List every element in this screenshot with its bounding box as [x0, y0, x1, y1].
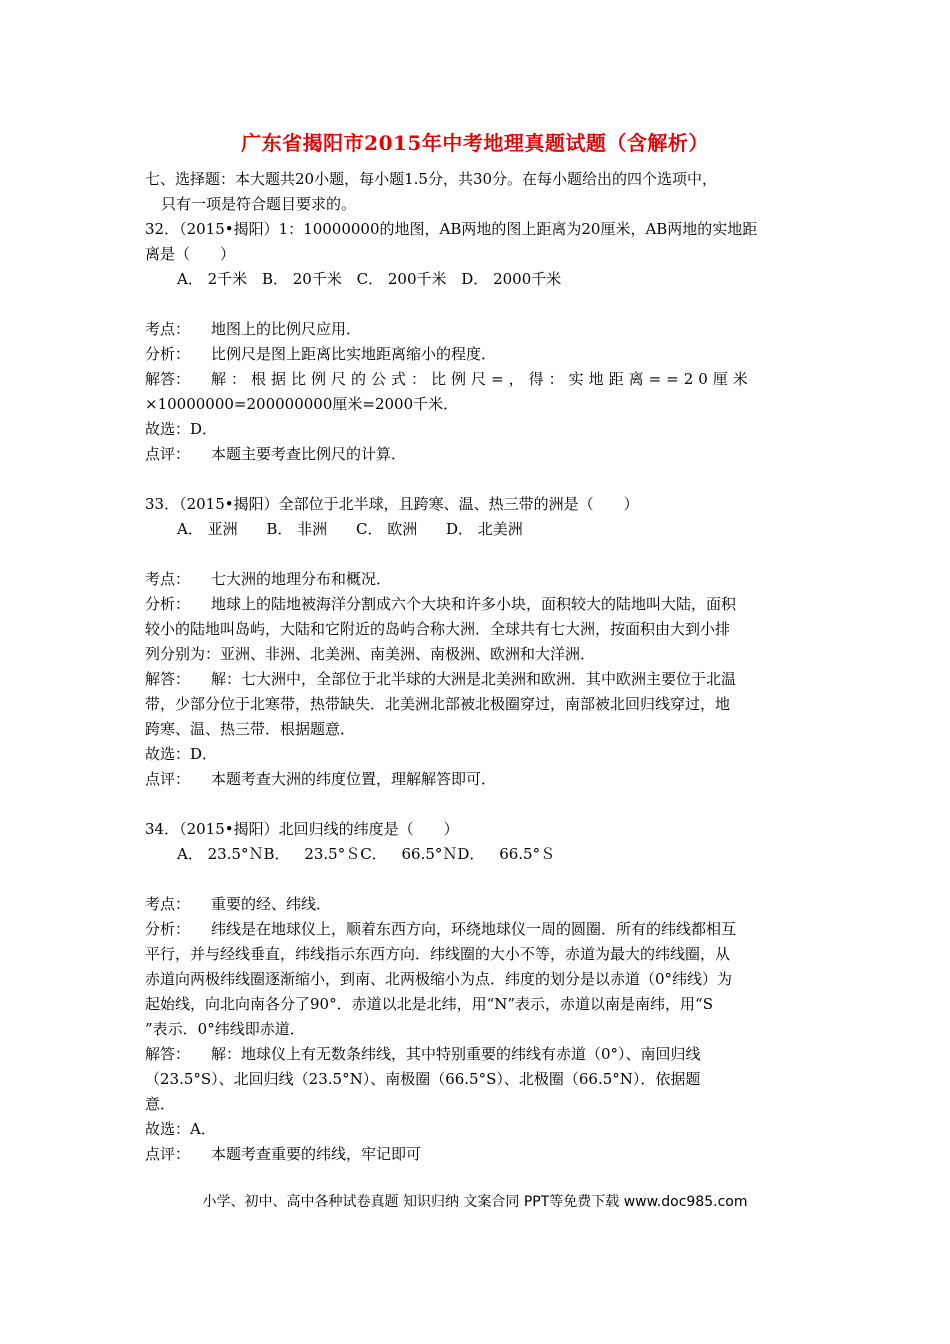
q32-kaodian-label: 考点： [145, 320, 191, 338]
q33-fenxi-label: 分析： [145, 595, 191, 613]
q33-option-b: B． 非洲 [266, 520, 328, 538]
q32-option-c: C． 200千米 [356, 270, 447, 288]
q33-fenxi-text-3: 列分别为：亚洲、非洲、北美洲、南美洲、南极洲、欧洲和大洋洲． [145, 645, 596, 663]
q34-jieda-label: 解答： [145, 1045, 191, 1063]
q33-kaodian-label: 考点： [145, 570, 191, 588]
document-title: 广东省揭阳市2015年中考地理真题试题（含解析） [241, 131, 709, 155]
q32-stem-line-1: 32．（2015•揭阳）1：10000000的地图，AB两地的图上距离为20厘米，AB两地的实地距 [145, 220, 758, 238]
q33-jieda-text-2: 带，少部分位于北寒带，热带缺失．北美洲北部被北极圈穿过，南部被北回归线穿过，地 [145, 695, 731, 713]
q34-dianping-label: 点评： [145, 1145, 191, 1163]
q33-fenxi-text-1: 地球上的陆地被海洋分割成六个大块和许多小块，面积较大的陆地叫大陆，面积 [211, 595, 737, 613]
q32-jieda-text-2: ×10000000=200000000厘米=2000千米． [145, 395, 459, 413]
q32-option-a: A． 2千米 [177, 270, 248, 288]
q33-option-a: A． 亚洲 [177, 520, 238, 538]
q33-dianping-text: 本题考查大洲的纬度位置，理解解答即可． [211, 770, 497, 788]
q34-dianping-text: 本题考查重要的纬线，牢记即可 [211, 1145, 422, 1163]
q33-option-d: D． 北美洲 [446, 520, 523, 538]
q32-dianping-text: 本题主要考查比例尺的计算． [211, 445, 407, 463]
q32-jieda-label: 解答： [145, 370, 191, 388]
q34-option-b: 23.5°ＳC． [304, 845, 387, 863]
q33-fenxi-text-2: 较小的陆地叫岛屿，大陆和它附近的岛屿合称大洲．全球共有七大洲，按面积由大到小排 [145, 620, 731, 638]
q34-kaodian [145, 892, 810, 917]
q34-jieda-text-2: （23.5°S）、北回归线（23.5°N）、南极圈（66.5°S）、北极圈（66.5°N）．依据题 [145, 1070, 701, 1088]
q33-jieda-text-1: 解：七大洲中，全部位于北半球的大洲是北美洲和欧洲．其中欧洲主要位于北温 [211, 670, 737, 688]
q34-jieda-text-3: 意． [145, 1095, 176, 1113]
q34-answer: 故选：A． [145, 1120, 216, 1138]
q32-dianping-label: 点评： [145, 445, 191, 463]
q33-dianping-label: 点评： [145, 770, 191, 788]
q33-stem: 33．（2015•揭阳）全部位于北半球，且跨寒、温、热三带的洲是（ ） [145, 495, 639, 513]
q32-stem-line-2: 离是（ ） [145, 245, 236, 263]
q32-options [145, 267, 810, 292]
q34-options [145, 842, 810, 867]
q32-answer: 故选：D． [145, 420, 218, 438]
q34-dianping [145, 1142, 810, 1167]
q33-jieda-text-3: 跨寒、温、热三带．根据题意． [145, 720, 356, 738]
q32-kaodian-text: 地图上的比例尺应用． [211, 320, 362, 338]
q34-fenxi-text-5: ”表示．0°纬线即赤道． [145, 1020, 305, 1038]
q32-option-b: B． 20千米 [261, 270, 342, 288]
q34-option-c: 66.5°ＮD． [401, 845, 485, 863]
q33-option-c: C． 欧洲 [355, 520, 418, 538]
q34-fenxi-text-3: 赤道向两极纬线圈逐渐缩小，到南、北两极缩小为点．纬度的划分是以赤道（0°纬线）为 [145, 970, 733, 988]
q32-jieda-text-1: 解：根据比例尺的公式：比例尺=，得：实地距离==20厘米 [211, 370, 753, 388]
q34-jieda-text-1: 解：地球仪上有无数条纬线，其中特别重要的纬线有赤道（0°）、南回归线 [211, 1045, 701, 1063]
q32-option-d: D． 2000千米 [461, 270, 562, 288]
q32-fenxi-text: 比例尺是图上距离比实地距离缩小的程度． [211, 345, 497, 363]
q33-answer: 故选：D． [145, 745, 218, 763]
q32-fenxi [145, 342, 810, 367]
q34-kaodian-text: 重要的经、纬线． [211, 895, 332, 913]
section-intro-line-1: 七、选择题：本大题共20小题，每小题1.5分，共30分。在每小题给出的四个选项中， [145, 170, 718, 188]
q32-dianping [145, 442, 810, 467]
q32-kaodian [145, 317, 810, 342]
q33-jieda [145, 667, 810, 692]
q34-option-a: A． 23.5°ＮB． [177, 845, 290, 863]
page-footer: 小学、初中、高中各种试卷真题 知识归纳 文案合同 PPT等免费下载 www.doc985.com [202, 1194, 748, 1210]
q34-option-d: 66.5°Ｓ [499, 845, 556, 863]
q33-dianping [145, 767, 810, 792]
q34-jieda [145, 1042, 810, 1067]
q33-kaodian [145, 567, 810, 592]
document-body [145, 167, 810, 1167]
q33-fenxi [145, 592, 810, 617]
q32-jieda [145, 367, 810, 392]
q32-fenxi-label: 分析： [145, 345, 191, 363]
q34-fenxi [145, 917, 810, 942]
section-intro-line-2: 只有一项是符合题目要求的。 [161, 195, 357, 213]
q34-fenxi-label: 分析： [145, 920, 191, 938]
q34-kaodian-label: 考点： [145, 895, 191, 913]
q33-jieda-label: 解答： [145, 670, 191, 688]
q34-fenxi-text-2: 平行，并与经线垂直，纬线指示东西方向．纬线圈的大小不等，赤道为最大的纬线圈，从 [145, 945, 731, 963]
q33-options [145, 517, 810, 542]
q34-stem: 34．（2015•揭阳）北回归线的纬度是（ ） [145, 820, 459, 838]
q33-kaodian-text: 七大洲的地理分布和概况． [211, 570, 392, 588]
q34-fenxi-text-1: 纬线是在地球仪上，顺着东西方向，环绕地球仪一周的圆圈．所有的纬线都相互 [211, 920, 737, 938]
q34-fenxi-text-4: 起始线，向北向南各分了90°．赤道以北是北纬，用“N”表示，赤道以南是南纬，用“S [145, 995, 713, 1013]
